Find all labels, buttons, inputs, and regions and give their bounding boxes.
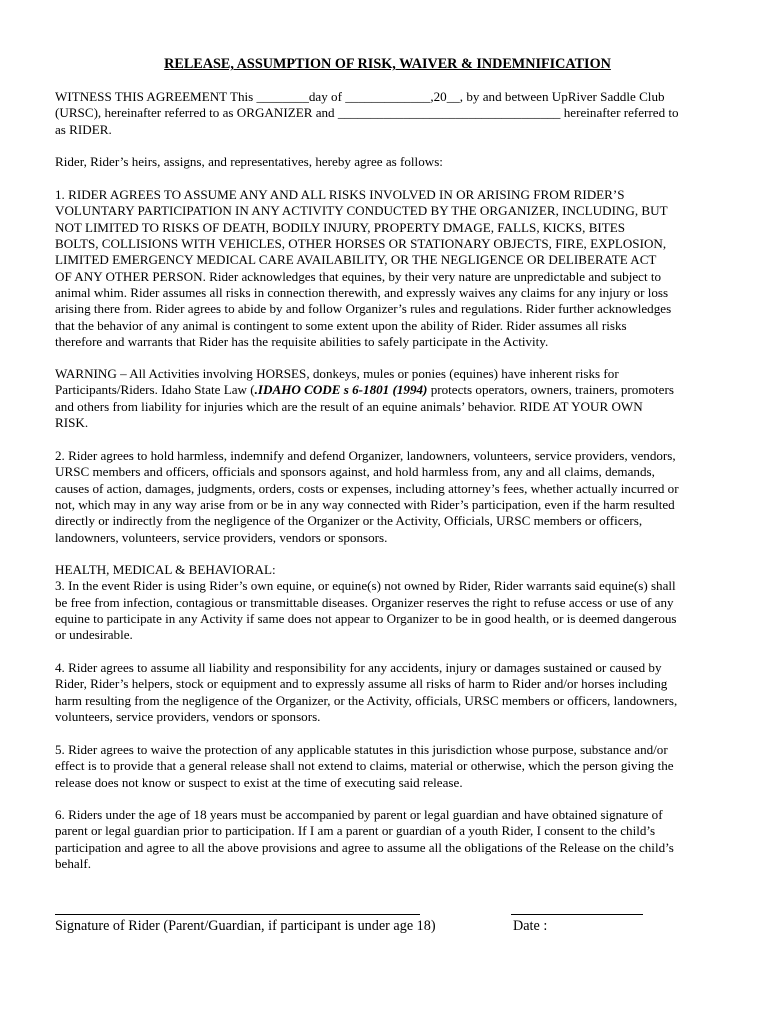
witness-paragraph	[55, 89, 720, 138]
text-line: equine to participate in any Activity if same does not appear to Organizer to be in good health, or is deemed dangerous	[55, 611, 677, 627]
rider-signature-line[interactable]	[55, 914, 420, 915]
document-title: RELEASE, ASSUMPTION OF RISK, WAIVER & INDEMNIFICATION	[164, 56, 611, 72]
text-line: LIMITED EMERGENCY MEDICAL CARE AVAILABILITY, OR THE NEGLIGENCE OR DELIBERATE ACT	[55, 252, 657, 268]
text-line: that the behavior of any animal is contingent to some extent upon the ability of Rider. Rider assumes all risks	[55, 317, 627, 333]
text-line: arising there from. Rider agrees to abide by and follow Organizer’s rules and regulations. Rider further acknowledges	[55, 301, 672, 317]
clause-3	[55, 562, 720, 644]
clause-5	[55, 742, 720, 791]
text-line: VOLUNTARY PARTICIPATION IN ANY ACTIVITY CONDUCTED BY THE ORGANIZER, INCLUDING, BUT	[55, 203, 668, 219]
date-signature-line[interactable]	[511, 914, 643, 915]
text-line: landowners, volunteers, service providers, vendors or sponsors.	[55, 529, 388, 545]
text-line: causes of action, damages, judgments, orders, costs or expenses, including attorney’s fees, whether actually incurred or	[55, 480, 679, 496]
text-line: (URSC), hereinafter referred to as ORGANIZER and __________________________________ hereinafter referred to	[55, 105, 679, 121]
text-line: RISK.	[55, 415, 89, 431]
text-segment: protects operators, owners, trainers, promoters	[427, 382, 674, 398]
text-line: WARNING – All Activities involving HORSES, donkeys, mules or ponies (equines) have inherent risks for	[55, 366, 619, 381]
text-line: participation and agree to all the above provisions and agree to assume all the obligations of the Release on the child’s	[55, 839, 674, 855]
text-line: 2. Rider agrees to hold harmless, indemnify and defend Organizer, landowners, volunteers, service providers, vendors,	[55, 448, 676, 463]
text-line	[55, 382, 720, 398]
text-line: OF ANY OTHER PERSON. Rider acknowledges that equines, by their very nature are unpredictable and subject to	[55, 268, 662, 284]
text-line: or undesirable.	[55, 627, 133, 643]
text-line: not, which may in any way arise from or be in any way connected with Rider’s participation, even if the harm resulted	[55, 497, 675, 513]
text-line: be free from infection, contagious or transmittable diseases. Organizer reserves the right to refuse access or use of any	[55, 594, 674, 610]
text-line: URSC members and officers, officials and sponsors against, and hold harmless from, any and all claims, demands,	[55, 464, 655, 480]
section-heading: HEALTH, MEDICAL & BEHAVIORAL:	[55, 562, 276, 577]
clause-2	[55, 448, 720, 546]
intro-paragraph	[55, 154, 720, 170]
text-line: 1. RIDER AGREES TO ASSUME ANY AND ALL RISKS INVOLVED IN OR ARISING FROM RIDER’S	[55, 187, 625, 202]
text-line: BOLTS, COLLISIONS WITH VEHICLES, OTHER HORSES OR STATIONARY OBJECTS, FIRE, EXPLOSION,	[55, 236, 667, 252]
text-line: NOT LIMITED TO RISKS OF DEATH, BODILY INJURY, PROPERTY DMAGE, FALLS, KICKS, BITES	[55, 219, 626, 235]
clause-4	[55, 660, 720, 725]
text-line: directly or indirectly from the negligence of the Organizer or the Activity, Officials, URSC members or officers,	[55, 513, 643, 529]
clause-1	[55, 187, 720, 350]
text-line: release does not know or suspect to exist at the time of executing said release.	[55, 774, 463, 790]
text-line: 3. In the event Rider is using Rider’s own equine, or equine(s) not owned by Rider, Rider warrants said equine(s) shall	[55, 578, 676, 594]
idaho-code-citation: .IDAHO CODE s 6-1801 (1994)	[254, 382, 428, 398]
text-segment: Participants/Riders. Idaho State Law (	[55, 382, 255, 398]
text-line: 6. Riders under the age of 18 years must be accompanied by parent or legal guardian and have obtained signature of	[55, 807, 663, 822]
text-line: WITNESS THIS AGREEMENT This ________day of _____________,20__, by and between UpRiver Saddle Club	[55, 89, 665, 104]
text-line: 4. Rider agrees to assume all liability and responsibility for any accidents, injury or damages sustained or caused by	[55, 660, 662, 675]
text-line: harm resulting from the negligence of the Organizer, or the Activity, officials, URSC members or officers, landowners,	[55, 692, 678, 708]
text-line: effect is to provide that a general release shall not extend to claims, material or otherwise, which the person giving the	[55, 758, 674, 774]
text-line: volunteers, service providers, vendors or sponsors.	[55, 709, 321, 725]
date-label: Date :	[513, 918, 548, 934]
text-line: Rider, Rider’s helpers, stock or equipment and to expressly assume all risks of harm to Rider and/or horses including	[55, 676, 668, 692]
text-line: therefore and warrants that Rider has the requisite abilities to safely participate in the Activity.	[55, 334, 549, 350]
text-line: 5. Rider agrees to waive the protection of any applicable statutes in this jurisdiction whose purpose, substance and/or	[55, 742, 668, 757]
clause-6	[55, 807, 720, 872]
rider-signature-label: Signature of Rider (Parent/Guardian, if participant is under age 18)	[55, 918, 436, 934]
text-line: animal whim. Rider assumes all risks in connection therewith, and expressly waives any claims for any injury or loss	[55, 285, 669, 301]
intro-text: Rider, Rider’s heirs, assigns, and representatives, hereby agree as follows:	[55, 154, 443, 169]
text-line: and others from liability for injuries which are the result of an equine animals’ behavior. RIDE AT YOUR OWN	[55, 398, 643, 414]
text-line: as RIDER.	[55, 121, 112, 137]
warning-paragraph	[55, 366, 720, 431]
text-line: behalf.	[55, 856, 91, 872]
text-line: parent or legal guardian prior to participation. If I am a parent or guardian of a youth Rider, I consent to the child’s	[55, 823, 656, 839]
